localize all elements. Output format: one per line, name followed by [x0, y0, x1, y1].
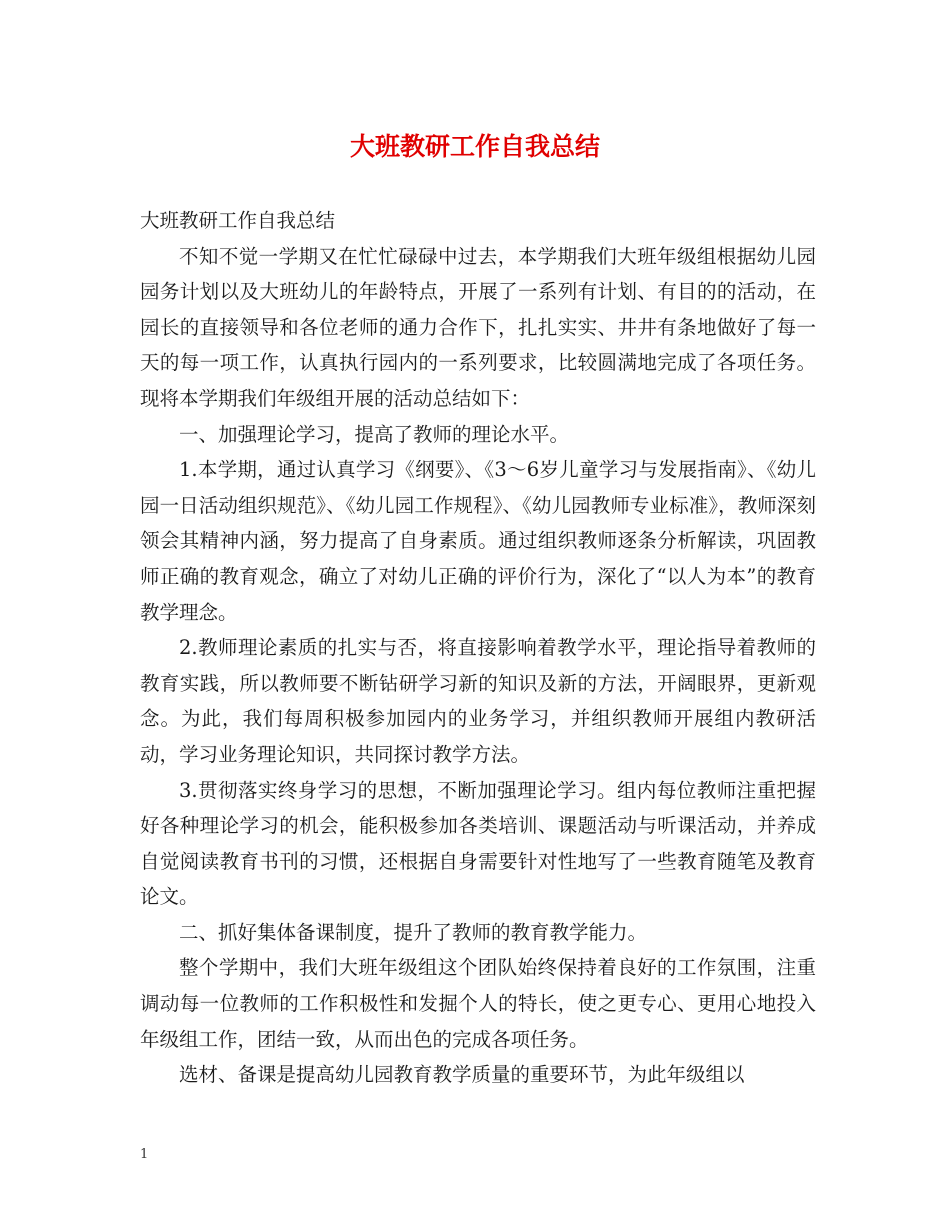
subtitle-paragraph: 大班教研工作自我总结	[140, 209, 336, 232]
page-number: 1	[140, 1147, 149, 1162]
body-paragraph: 2.教师理论素质的扎实与否，将直接影响着教学水平，理论指导着教师的教育实践，所以教师要不断钻研学习新的知识及新的方法，开阔眼界，更新观念。为此，我们每周积极参加园内的业务学习，并组织教师开展组内教研活动，学习业务理论知识，共同探讨教学方法。	[140, 636, 816, 766]
body-paragraph: 选材、备课是提高幼儿园教育教学质量的重要环节，为此年级组以	[179, 1063, 745, 1087]
document-title: 大班教研工作自我总结	[349, 132, 600, 161]
document-body	[140, 203, 816, 1093]
section-heading-1: 一、加强理论学习，提高了教师的理论水平。	[179, 422, 570, 446]
body-paragraph: 1.本学期，通过认真学习《纲要》、《3～6岁儿童学习与发展指南》、《幼儿园一日活动组织规范》、《幼儿园工作规程》、《幼儿园教师专业标准》，教师深刻领会其精神内涵，努力提高了自身素质。通过组织教师逐条分析解读，巩固教师正确的教育观念，确立了对幼儿正确的评价行为，深化了“以人为本”的教育教学理念。	[140, 458, 816, 624]
intro-paragraph: 不知不觉一学期又在忙忙碌碌中过去，本学期我们大班年级组根据幼儿园园务计划以及大班幼儿的年龄特点，开展了一系列有计划、有目的的活动，在园长的直接领导和各位老师的通力合作下，扎扎实实、井井有条地做好了每一天的每一项工作，认真执行园内的一系列要求，比较圆满地完成了各项任务。现将本学期我们年级组开展的活动总结如下：	[140, 244, 816, 410]
body-paragraph: 3.贯彻落实终身学习的思想，不断加强理论学习。组内每位教师注重把握好各种理论学习的机会，能积极参加各类培训、课题活动与听课活动，并养成自觉阅读教育书刊的习惯，还根据自身需要针对性地写了一些教育随笔及教育论文。	[140, 778, 816, 909]
body-paragraph: 整个学期中，我们大班年级组这个团队始终保持着良好的工作氛围，注重调动每一位教师的工作积极性和发掘个人的特长，使之更专心、更用心地投入年级组工作，团结一致，从而出色的完成各项任务。	[140, 956, 816, 1051]
section-heading-2: 二、抓好集体备课制度，提升了教师的教育教学能力。	[179, 920, 648, 944]
